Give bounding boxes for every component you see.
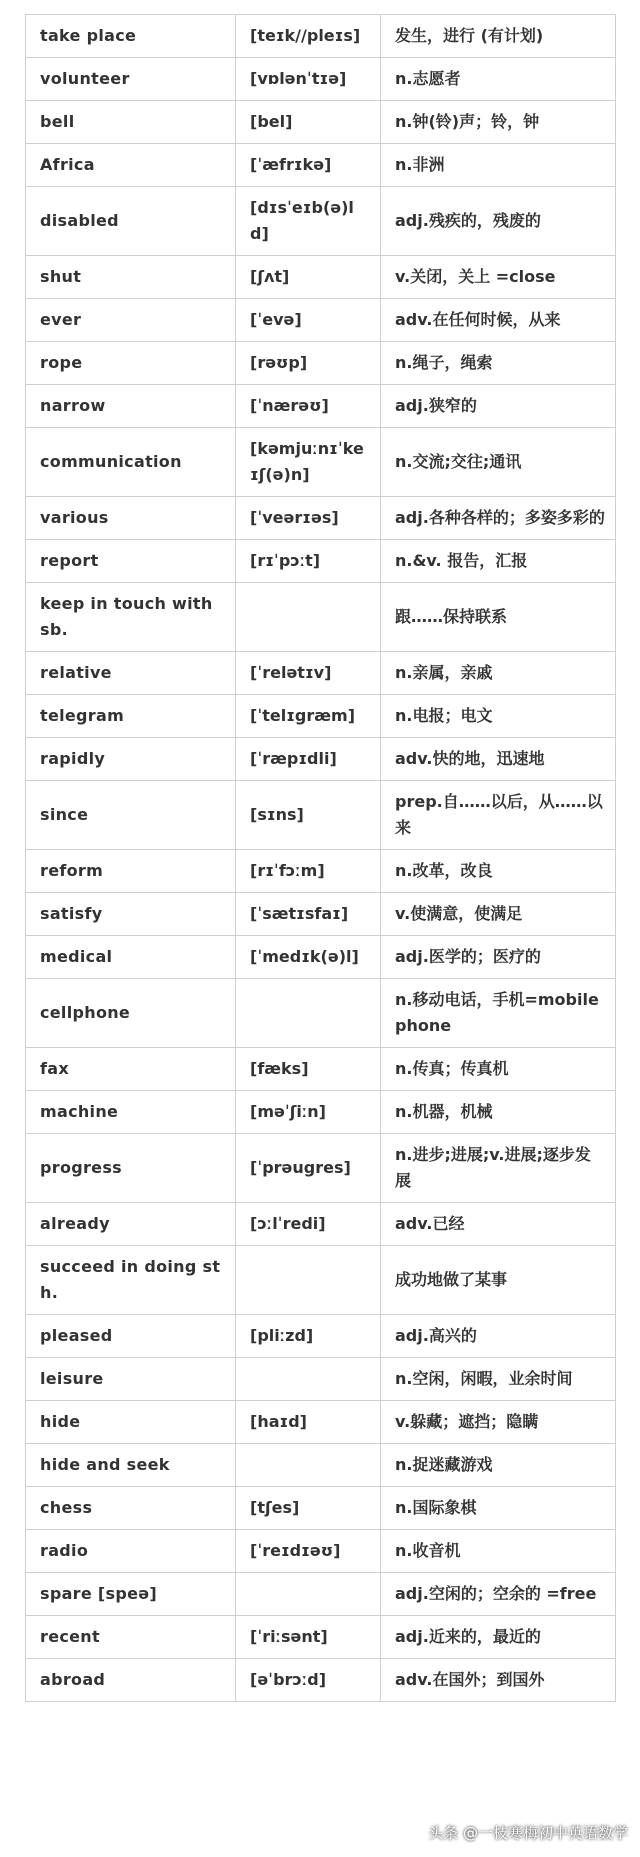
vocab-meaning: n.交流;交往;通讯 <box>381 428 616 497</box>
vocab-row <box>26 850 616 893</box>
vocab-row <box>26 1444 616 1487</box>
vocab-row <box>26 1358 616 1401</box>
vocab-phonetic: [teɪk//pleɪs] <box>236 15 381 58</box>
vocab-meaning: n.移动电话，手机=mobile phone <box>381 979 616 1048</box>
vocab-meaning: adv.在任何时候，从来 <box>381 299 616 342</box>
vocab-phonetic: [ˈrelətɪv] <box>236 652 381 695</box>
vocab-phonetic: [ˈtelɪgræm] <box>236 695 381 738</box>
vocab-meaning: n.亲属，亲戚 <box>381 652 616 695</box>
vocab-meaning: adv.已经 <box>381 1203 616 1246</box>
vocab-word: shut <box>26 256 236 299</box>
vocab-meaning: n.钟(铃)声；铃，钟 <box>381 101 616 144</box>
vocab-word: hide <box>26 1401 236 1444</box>
vocab-meaning: 跟……保持联系 <box>381 583 616 652</box>
vocab-phonetic: [ˈreɪdɪəʊ] <box>236 1530 381 1573</box>
vocab-row <box>26 497 616 540</box>
vocab-word: various <box>26 497 236 540</box>
vocab-meaning: adv.在国外；到国外 <box>381 1659 616 1702</box>
vocab-phonetic: [ˈveərɪəs] <box>236 497 381 540</box>
vocab-meaning: v.躲藏；遮挡；隐瞒 <box>381 1401 616 1444</box>
vocab-row <box>26 342 616 385</box>
vocab-meaning: adj.近来的，最近的 <box>381 1616 616 1659</box>
vocab-phonetic: [ˈprəugres] <box>236 1134 381 1203</box>
vocab-meaning: n.传真；传真机 <box>381 1048 616 1091</box>
vocab-word: communication <box>26 428 236 497</box>
vocab-meaning: n.志愿者 <box>381 58 616 101</box>
vocab-word: rope <box>26 342 236 385</box>
vocab-phonetic: [ˈæfrɪkə] <box>236 144 381 187</box>
vocab-phonetic <box>236 1444 381 1487</box>
vocab-word: report <box>26 540 236 583</box>
vocab-word: machine <box>26 1091 236 1134</box>
vocab-row <box>26 1573 616 1616</box>
vocab-row <box>26 695 616 738</box>
vocab-meaning: adj.残疾的，残废的 <box>381 187 616 256</box>
vocab-word: radio <box>26 1530 236 1573</box>
vocab-word: relative <box>26 652 236 695</box>
vocab-meaning: n.改革，改良 <box>381 850 616 893</box>
vocab-meaning: n.非洲 <box>381 144 616 187</box>
source-watermark: 头条 @一枝寒梅初中英语数学 <box>428 1824 628 1842</box>
vocab-row <box>26 540 616 583</box>
vocab-meaning: adj.狭窄的 <box>381 385 616 428</box>
vocab-word: hide and seek <box>26 1444 236 1487</box>
vocab-word: keep in touch with sb. <box>26 583 236 652</box>
vocab-phonetic: [əˈbrɔːd] <box>236 1659 381 1702</box>
vocab-meaning: n.&v. 报告，汇报 <box>381 540 616 583</box>
vocab-phonetic: [pliːzd] <box>236 1315 381 1358</box>
vocab-phonetic: [ˈmedɪk(ə)l] <box>236 936 381 979</box>
vocab-row <box>26 781 616 850</box>
vocab-word: cellphone <box>26 979 236 1048</box>
vocab-row <box>26 1530 616 1573</box>
vocab-row <box>26 738 616 781</box>
vocab-phonetic: [sɪns] <box>236 781 381 850</box>
vocab-phonetic: [vɒlənˈtɪə] <box>236 58 381 101</box>
vocab-row <box>26 1616 616 1659</box>
vocab-meaning: adj.各种各样的；多姿多彩的 <box>381 497 616 540</box>
vocab-phonetic: [rəʊp] <box>236 342 381 385</box>
vocab-meaning: n.空闲，闲暇，业余时间 <box>381 1358 616 1401</box>
vocab-word: chess <box>26 1487 236 1530</box>
vocabulary-table <box>25 14 616 1702</box>
vocab-meaning: v.使满意，使满足 <box>381 893 616 936</box>
vocab-meaning: adj.医学的；医疗的 <box>381 936 616 979</box>
vocab-meaning: n.绳子，绳索 <box>381 342 616 385</box>
vocab-row <box>26 1315 616 1358</box>
vocab-row <box>26 1203 616 1246</box>
vocab-word: take place <box>26 15 236 58</box>
vocab-phonetic: [dɪsˈeɪb(ə)ld] <box>236 187 381 256</box>
vocab-word: narrow <box>26 385 236 428</box>
vocab-phonetic: [rɪˈpɔːt] <box>236 540 381 583</box>
vocab-row <box>26 1091 616 1134</box>
vocab-word: telegram <box>26 695 236 738</box>
vocab-phonetic: [ˈræpɪdli] <box>236 738 381 781</box>
vocab-meaning: adj.高兴的 <box>381 1315 616 1358</box>
vocab-word: ever <box>26 299 236 342</box>
vocab-word: succeed in doing sth. <box>26 1246 236 1315</box>
vocab-row <box>26 652 616 695</box>
vocab-word: rapidly <box>26 738 236 781</box>
vocab-phonetic: [tʃes] <box>236 1487 381 1530</box>
vocab-phonetic: [kəmjuːnɪˈkeɪʃ(ə)n] <box>236 428 381 497</box>
vocab-word: spare [speə] <box>26 1573 236 1616</box>
vocab-row <box>26 1134 616 1203</box>
vocab-row <box>26 256 616 299</box>
vocab-word: satisfy <box>26 893 236 936</box>
vocab-row <box>26 428 616 497</box>
vocab-row <box>26 979 616 1048</box>
vocab-word: disabled <box>26 187 236 256</box>
vocab-phonetic: [ˈevə] <box>236 299 381 342</box>
vocab-row <box>26 385 616 428</box>
vocab-word: progress <box>26 1134 236 1203</box>
vocab-word: bell <box>26 101 236 144</box>
vocab-meaning: 成功地做了某事 <box>381 1246 616 1315</box>
vocab-phonetic: [ˈsætɪsfaɪ] <box>236 893 381 936</box>
vocab-meaning: adv.快的地，迅速地 <box>381 738 616 781</box>
vocab-phonetic: [ʃʌt] <box>236 256 381 299</box>
vocab-meaning: v.关闭，关上 =close <box>381 256 616 299</box>
vocab-row <box>26 1659 616 1702</box>
vocab-phonetic: [bel] <box>236 101 381 144</box>
vocab-phonetic: [rɪˈfɔːm] <box>236 850 381 893</box>
vocab-meaning: n.国际象棋 <box>381 1487 616 1530</box>
vocab-phonetic <box>236 583 381 652</box>
vocab-phonetic: [məˈʃiːn] <box>236 1091 381 1134</box>
vocab-row <box>26 1048 616 1091</box>
vocabulary-table-body <box>26 15 616 1702</box>
vocab-meaning: n.电报；电文 <box>381 695 616 738</box>
vocab-phonetic <box>236 1358 381 1401</box>
vocab-phonetic: [haɪd] <box>236 1401 381 1444</box>
vocab-word: pleased <box>26 1315 236 1358</box>
vocab-word: Africa <box>26 144 236 187</box>
vocab-word: recent <box>26 1616 236 1659</box>
vocab-word: fax <box>26 1048 236 1091</box>
vocab-phonetic: [ɔːlˈredi] <box>236 1203 381 1246</box>
vocab-meaning: prep.自……以后，从……以来 <box>381 781 616 850</box>
vocab-row <box>26 101 616 144</box>
vocab-row <box>26 936 616 979</box>
vocab-word: already <box>26 1203 236 1246</box>
vocab-row <box>26 144 616 187</box>
vocab-word: reform <box>26 850 236 893</box>
vocab-phonetic <box>236 979 381 1048</box>
vocab-phonetic <box>236 1246 381 1315</box>
vocab-phonetic: [fæks] <box>236 1048 381 1091</box>
vocab-meaning: n.进步;进展;v.进展;逐步发展 <box>381 1134 616 1203</box>
vocab-word: leisure <box>26 1358 236 1401</box>
vocab-row <box>26 583 616 652</box>
vocab-meaning: n.收音机 <box>381 1530 616 1573</box>
vocab-meaning: n.捉迷藏游戏 <box>381 1444 616 1487</box>
vocab-phonetic: [ˈriːsənt] <box>236 1616 381 1659</box>
vocab-meaning: 发生，进行 (有计划) <box>381 15 616 58</box>
vocab-meaning: n.机器，机械 <box>381 1091 616 1134</box>
vocab-row <box>26 1487 616 1530</box>
vocab-row <box>26 1401 616 1444</box>
vocab-word: abroad <box>26 1659 236 1702</box>
vocab-row <box>26 1246 616 1315</box>
vocab-row <box>26 893 616 936</box>
vocab-row <box>26 58 616 101</box>
vocab-row <box>26 15 616 58</box>
vocab-word: volunteer <box>26 58 236 101</box>
vocab-row <box>26 187 616 256</box>
vocab-row <box>26 299 616 342</box>
vocab-phonetic <box>236 1573 381 1616</box>
vocab-meaning: adj.空闲的；空余的 =free <box>381 1573 616 1616</box>
vocab-phonetic: [ˈnærəʊ] <box>236 385 381 428</box>
vocab-word: since <box>26 781 236 850</box>
vocab-word: medical <box>26 936 236 979</box>
